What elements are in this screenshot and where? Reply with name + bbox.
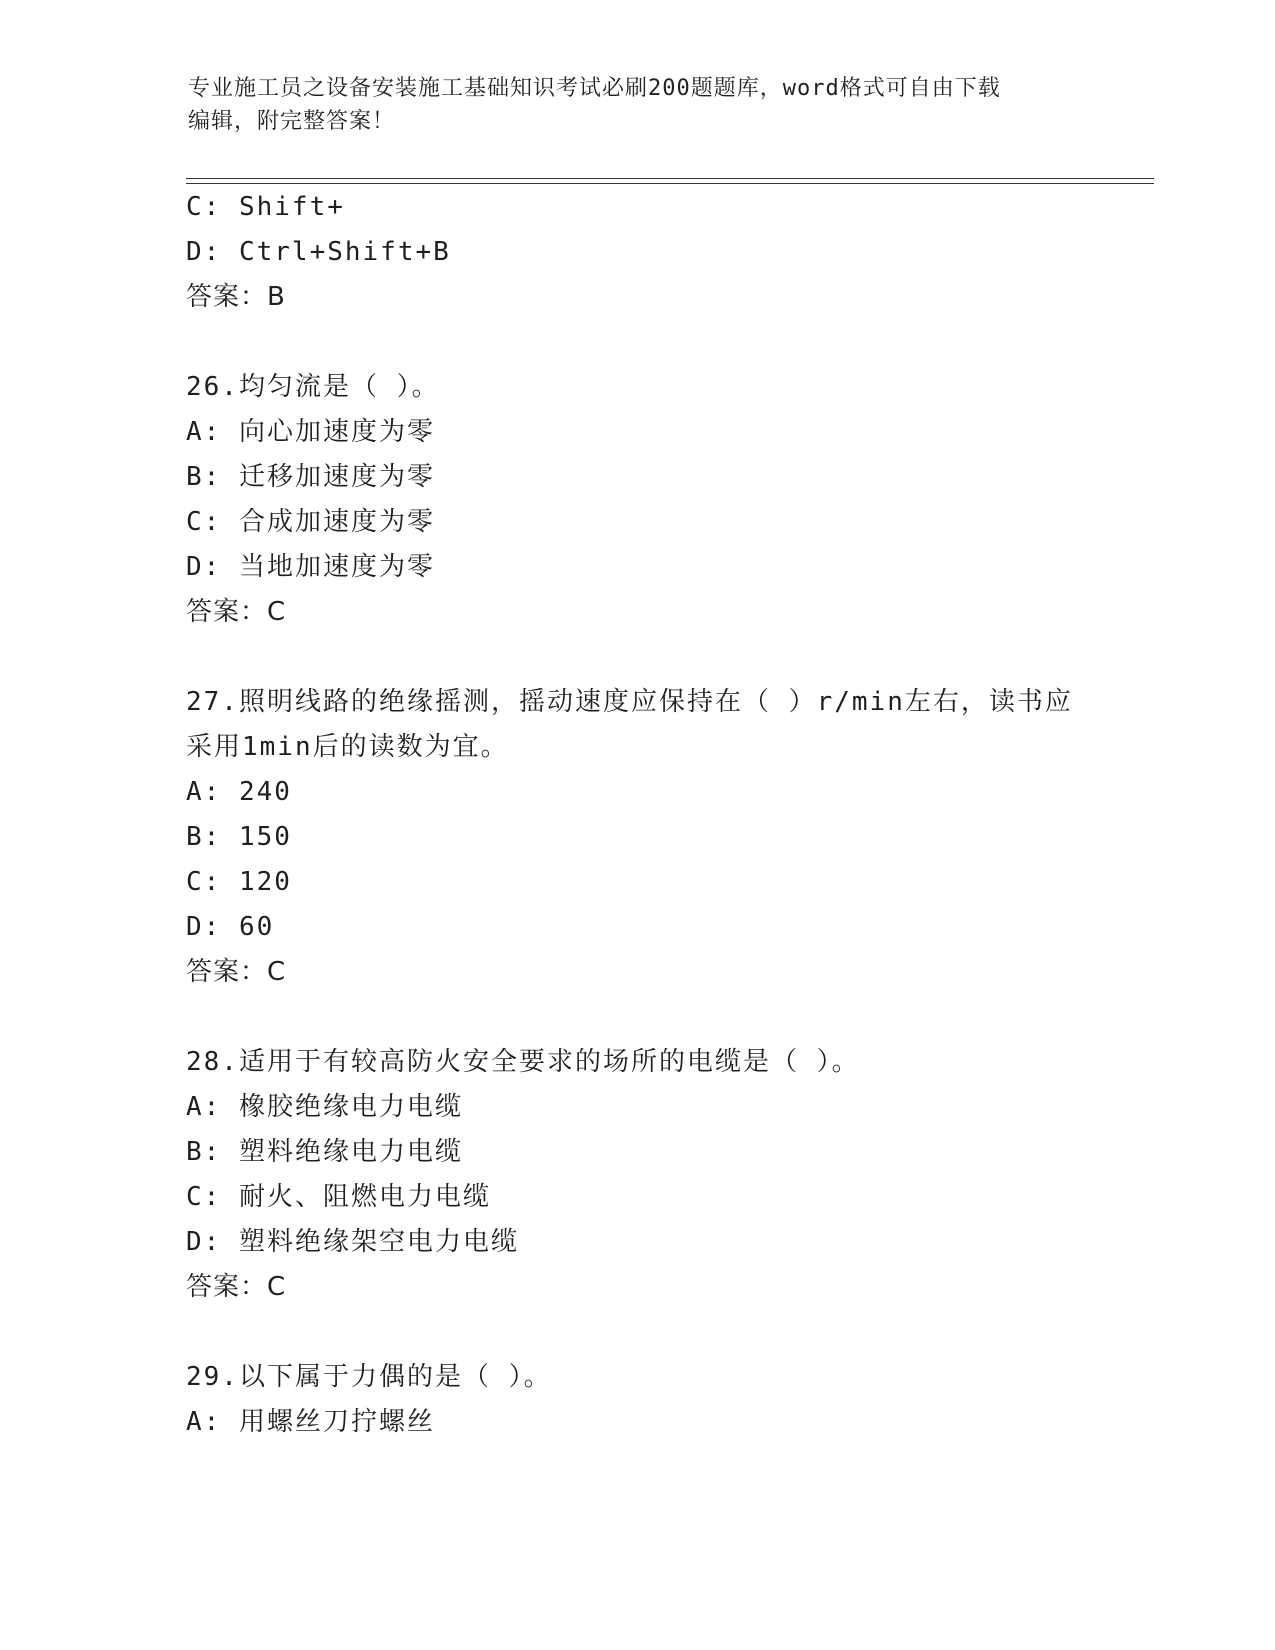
question-26-option-a: A: 向心加速度为零 (186, 417, 435, 447)
question-27-stem-line1: 27.照明线路的绝缘摇测，摇动速度应保持在（ ）r/min左右，读书应 (186, 687, 1073, 717)
question-28-option-b: B: 塑料绝缘电力电缆 (186, 1137, 463, 1167)
question-28-option-c: C: 耐火、阻燃电力电缆 (186, 1182, 491, 1212)
prev-option-c: C: Shift+ (186, 192, 345, 222)
question-29-stem: 29.以下属于力偶的是（ ）。 (186, 1362, 552, 1392)
question-27-option-d: D: 60 (186, 912, 275, 942)
prev-option-d: D: Ctrl+Shift+B (186, 237, 451, 267)
header-title-line2: 编辑，附完整答案！ (188, 109, 396, 134)
question-27-option-a: A: 240 (186, 777, 292, 807)
question-27-option-c: C: 120 (186, 867, 292, 897)
question-26-option-c: C: 合成加速度为零 (186, 507, 435, 537)
question-26-option-b: B: 迁移加速度为零 (186, 462, 435, 492)
question-29-option-a: A: 用螺丝刀拧螺丝 (186, 1407, 435, 1437)
prev-answer: 答案：B (186, 282, 286, 312)
question-27-option-b: B: 150 (186, 822, 292, 852)
question-28-answer: 答案：C (186, 1272, 287, 1302)
document-header (188, 72, 1068, 138)
question-28-option-a: A: 橡胶绝缘电力电缆 (186, 1092, 463, 1122)
question-26-option-d: D: 当地加速度为零 (186, 552, 435, 582)
question-27-answer: 答案：C (186, 957, 287, 987)
question-26-stem: 26.均匀流是（ ）。 (186, 372, 440, 402)
question-26-answer: 答案：C (186, 597, 287, 627)
question-28-option-d: D: 塑料绝缘架空电力电缆 (186, 1227, 519, 1257)
header-divider-top (186, 178, 1154, 179)
header-title-line1: 专业施工员之设备安装施工基础知识考试必刷200题题库，word格式可自由下载 (188, 76, 1001, 101)
header-divider-bottom (186, 183, 1154, 184)
question-27-stem-line2: 采用1min后的读数为宜。 (186, 732, 509, 762)
question-28-stem: 28.适用于有较高防火安全要求的场所的电缆是（ ）。 (186, 1047, 860, 1077)
